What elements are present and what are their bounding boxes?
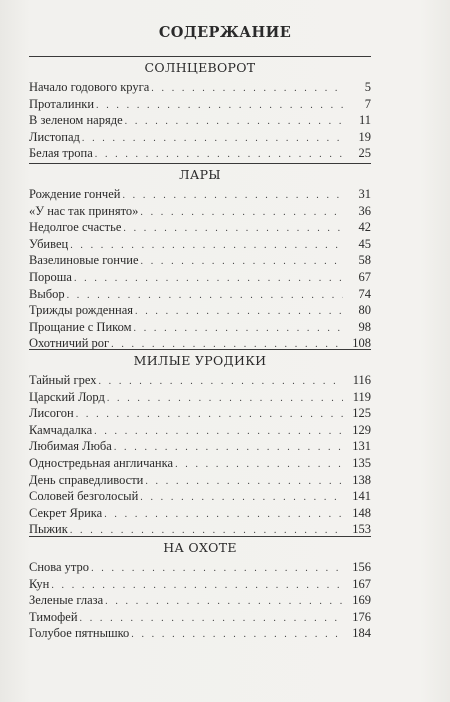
leader-dots bbox=[175, 457, 343, 474]
toc-entry bbox=[29, 505, 371, 522]
leader-dots bbox=[131, 627, 343, 644]
toc-section bbox=[29, 349, 371, 538]
leader-dots bbox=[98, 374, 343, 391]
leader-dots bbox=[104, 507, 343, 524]
entry-page: 7 bbox=[364, 96, 371, 111]
section-heading: НА ОХОТЕ bbox=[29, 536, 371, 559]
toc-entry bbox=[29, 269, 371, 286]
entry-page: 129 bbox=[352, 422, 371, 437]
entry-page: 42 bbox=[358, 220, 371, 235]
entry-title: Начало годового круга bbox=[29, 80, 150, 94]
leader-dots bbox=[151, 81, 343, 98]
toc-entry bbox=[29, 286, 371, 303]
entry-title: Тайный грех bbox=[29, 373, 97, 387]
leader-dots bbox=[135, 304, 343, 321]
entry-page: 74 bbox=[358, 286, 371, 301]
entry-title: Царский Лорд bbox=[29, 389, 105, 404]
entry-page: 135 bbox=[352, 455, 371, 470]
entry-title: Вазелиновые гончие bbox=[29, 253, 139, 268]
toc-entry bbox=[29, 219, 371, 236]
leader-dots bbox=[122, 188, 343, 205]
entry-title: Охотничий рог bbox=[29, 336, 110, 351]
toc-entry bbox=[29, 592, 371, 609]
toc-entry bbox=[29, 438, 371, 455]
leader-dots bbox=[82, 131, 343, 148]
entry-page: 119 bbox=[352, 389, 371, 404]
entry-title: Прощание с Пиком bbox=[29, 319, 132, 334]
section-heading: СОЛНЦЕВОРОТ bbox=[29, 56, 371, 79]
entry-title: Пыжик bbox=[29, 522, 68, 537]
toc-entry bbox=[29, 472, 371, 489]
entry-title: Недолгое счастье bbox=[29, 220, 122, 235]
toc-entry bbox=[29, 236, 371, 253]
entry-title: Одностредьная англичанка bbox=[29, 455, 174, 470]
toc-entry bbox=[29, 405, 371, 422]
entry-page: 131 bbox=[352, 439, 371, 454]
leader-dots bbox=[134, 321, 343, 338]
page-title: СОДЕРЖАНИЕ bbox=[158, 24, 292, 41]
entry-title: Лисогон bbox=[29, 406, 74, 421]
entry-page: 58 bbox=[358, 253, 371, 268]
leader-dots bbox=[95, 147, 343, 164]
entry-page: 108 bbox=[352, 336, 371, 351]
leader-dots bbox=[140, 205, 343, 222]
entry-page: 167 bbox=[352, 576, 371, 591]
leader-dots bbox=[145, 474, 343, 491]
toc-entry bbox=[29, 186, 371, 203]
entry-title: Выбор bbox=[29, 286, 65, 301]
entry-page: 5 bbox=[364, 80, 371, 94]
toc-entry bbox=[29, 112, 371, 129]
leader-dots bbox=[91, 561, 343, 578]
section-heading: ЛАРЫ bbox=[29, 163, 371, 186]
toc-entry bbox=[29, 302, 371, 319]
leader-dots bbox=[74, 271, 343, 288]
toc-entry bbox=[29, 203, 371, 220]
toc-entry bbox=[29, 488, 371, 505]
toc-entry bbox=[29, 389, 371, 406]
entry-page: 138 bbox=[352, 472, 371, 487]
entry-page: 31 bbox=[358, 187, 371, 201]
entry-title: День справедливости bbox=[29, 472, 144, 487]
toc-section bbox=[29, 536, 371, 642]
toc-entry bbox=[29, 252, 371, 269]
entry-title: Убивец bbox=[29, 236, 69, 251]
toc-entry bbox=[29, 455, 371, 472]
entry-title: Секрет Ярика bbox=[29, 505, 103, 520]
entry-page: 125 bbox=[352, 406, 371, 421]
toc-entry bbox=[29, 576, 371, 593]
entry-page: 67 bbox=[358, 269, 371, 284]
toc-entry bbox=[29, 422, 371, 439]
entry-page: 25 bbox=[358, 146, 371, 161]
leader-dots bbox=[140, 490, 343, 507]
toc-entry bbox=[29, 145, 371, 162]
leader-dots bbox=[96, 98, 343, 115]
leader-dots bbox=[105, 594, 343, 611]
entry-title: Трижды рожденная bbox=[29, 303, 134, 318]
entry-page: 176 bbox=[352, 609, 371, 624]
toc-section bbox=[29, 56, 371, 162]
entry-title: Любимая Люба bbox=[29, 439, 112, 454]
toc-section bbox=[29, 163, 371, 352]
entry-page: 45 bbox=[358, 236, 371, 251]
entry-title: «У нас так принято» bbox=[29, 203, 139, 218]
entry-page: 156 bbox=[352, 560, 371, 574]
entry-page: 141 bbox=[352, 489, 371, 504]
toc-entry bbox=[29, 559, 371, 576]
entry-title: Снова утро bbox=[29, 560, 90, 574]
entry-title: Кун bbox=[29, 576, 50, 591]
leader-dots bbox=[125, 114, 343, 131]
entry-title: В зеленом наряде bbox=[29, 113, 123, 128]
entry-page: 184 bbox=[352, 626, 371, 641]
entry-title: Голубое пятнышко bbox=[29, 626, 130, 641]
entry-title: Камчадалка bbox=[29, 422, 93, 437]
entry-page: 98 bbox=[358, 319, 371, 334]
section-heading: МИЛЫЕ УРОДИКИ bbox=[29, 349, 371, 372]
entry-title: Зеленые глаза bbox=[29, 593, 104, 608]
leader-dots bbox=[94, 424, 343, 441]
entry-page: 169 bbox=[352, 593, 371, 608]
entry-page: 11 bbox=[358, 113, 371, 128]
toc-entry bbox=[29, 372, 371, 389]
leader-dots bbox=[76, 407, 343, 424]
leader-dots bbox=[123, 221, 343, 238]
leader-dots bbox=[107, 391, 343, 408]
entry-page: 36 bbox=[358, 203, 371, 218]
toc-entry bbox=[29, 96, 371, 113]
toc-entry bbox=[29, 79, 371, 96]
entry-page: 19 bbox=[358, 129, 371, 144]
entry-title: Листопад bbox=[29, 129, 80, 144]
entry-page: 116 bbox=[352, 373, 371, 387]
toc-entry bbox=[29, 625, 371, 642]
entry-page: 153 bbox=[352, 522, 371, 537]
entry-page: 80 bbox=[358, 303, 371, 318]
entry-title: Тимофей bbox=[29, 609, 78, 624]
entry-title: Пороша bbox=[29, 269, 72, 284]
entry-title: Белая тропа bbox=[29, 146, 93, 161]
toc-entry bbox=[29, 129, 371, 146]
entry-title: Проталинки bbox=[29, 96, 95, 111]
entry-title: Рождение гончей bbox=[29, 187, 121, 201]
toc-entry bbox=[29, 609, 371, 626]
toc-entry bbox=[29, 319, 371, 336]
entry-page: 148 bbox=[352, 505, 371, 520]
entry-title: Соловей безголосый bbox=[29, 489, 139, 504]
leader-dots bbox=[141, 254, 344, 271]
